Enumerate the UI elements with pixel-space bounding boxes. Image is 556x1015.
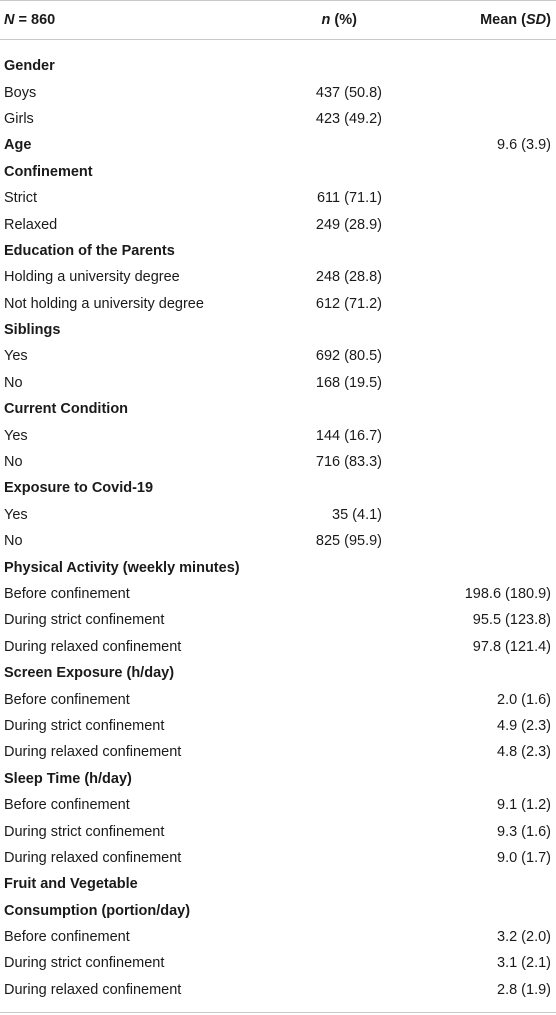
table-row [0,818,556,844]
header-sample-size [0,12,280,28]
table-section-row [0,238,556,264]
row-label: Girls [4,110,34,127]
table-row [0,185,556,211]
row-label: Before confinement [4,691,130,708]
n-percent-cell: 144 (16.7) [315,427,382,444]
table-section-row [0,554,556,580]
header-n-percent [280,12,357,28]
mean-sd-cell: 9.3 (1.6) [497,823,551,840]
table-row [0,528,556,554]
table-row [0,607,556,633]
mean-sd-cell: 9.1 (1.2) [497,797,551,814]
table-row [0,581,556,607]
table-section-row [0,660,556,686]
table-section-row [0,898,556,924]
table-row [0,449,556,475]
table-row [0,977,556,1003]
row-label: During relaxed confinement [4,981,182,998]
row-label: During strict confinement [4,717,165,734]
n-percent-cell: 612 (71.2) [315,295,382,312]
section-heading: Exposure to Covid-19 [4,480,154,497]
n-percent-cell: 249 (28.9) [315,216,382,233]
table-section-row [0,132,556,158]
table-row [0,634,556,660]
table-row [0,686,556,712]
table-section-row [0,766,556,792]
section-heading: Fruit and Vegetable [4,876,138,893]
table-row [0,502,556,528]
row-label: Strict [4,190,38,207]
row-label: Before confinement [4,929,130,946]
header-n-symbol: n [321,12,331,28]
row-label: During relaxed confinement [4,744,182,761]
section-heading: Current Condition [4,401,129,418]
table-row [0,343,556,369]
header-mean-label: Mean ( [480,12,526,28]
section-heading: Screen Exposure (h/day) [4,665,175,682]
n-percent-cell: 423 (49.2) [315,110,382,127]
row-label: Holding a university degree [4,269,180,286]
n-percent-cell: 692 (80.5) [315,348,382,365]
table-section-row [0,871,556,897]
table-section-row [0,475,556,501]
table-section-row [0,396,556,422]
mean-sd-cell: 3.2 (2.0) [497,929,551,946]
n-percent-cell: 437 (50.8) [315,84,382,101]
mean-sd-cell: 4.8 (2.3) [497,744,551,761]
section-heading: Physical Activity (weekly minutes) [4,559,240,576]
row-label: During relaxed confinement [4,849,182,866]
row-label: Before confinement [4,586,130,602]
table-section-row [0,159,556,185]
table-row [0,79,556,105]
row-label: During relaxed confinement [4,638,182,655]
row-label: During strict confinement [4,823,165,840]
mean-sd-cell: 2.0 (1.6) [497,691,551,708]
row-label: Yes [4,506,28,523]
mean-sd-cell: 2.8 (1.9) [497,981,551,998]
table-section-row [0,53,556,79]
table-row [0,950,556,976]
table-row [0,792,556,818]
table-row [0,106,556,132]
section-heading: Sleep Time (h/day) [4,770,132,787]
n-percent-cell: 35 (4.1) [332,506,382,523]
table-row [0,845,556,871]
table-row [0,713,556,739]
n-percent-cell: 716 (83.3) [315,454,382,471]
row-label: No [4,533,23,550]
n-percent-cell: 248 (28.8) [315,269,382,286]
row-label: No [4,374,23,391]
header-sample-size-symbol: N [4,12,15,28]
section-heading: Age [4,137,32,154]
mean-sd-cell: 4.9 (2.3) [497,717,551,734]
table-row [0,422,556,448]
mean-sd-cell: 3.1 (2.1) [497,955,551,972]
section-heading: Consumption (portion/day) [4,902,191,919]
table-body [0,40,556,1003]
section-heading: Confinement [4,163,93,180]
mean-sd-cell: 95.5 (123.8) [472,612,551,629]
section-heading: Siblings [4,322,61,339]
header-mean-close: ) [546,12,551,28]
table-bottom-rule [0,1012,556,1013]
mean-sd-cell: 198.6 (180.9) [464,586,551,602]
section-heading: Education of the Parents [4,242,175,259]
table-row [0,739,556,765]
table-row [0,370,556,396]
mean-sd-cell: 9.6 (3.9) [497,137,551,154]
n-percent-cell: 168 (19.5) [315,374,382,391]
row-label: Before confinement [4,797,130,814]
n-percent-cell: 825 (95.9) [315,533,382,550]
section-heading: Gender [4,58,55,75]
table-row [0,924,556,950]
row-label: During strict confinement [4,612,165,629]
row-label: Yes [4,427,28,444]
table-section-row [0,317,556,343]
table-row [0,264,556,290]
n-percent-cell: 611 (71.1) [316,190,382,207]
table-row [0,211,556,237]
table-header [0,0,556,40]
row-label: Relaxed [4,216,58,233]
row-label: Boys [4,84,37,101]
header-percent-label: (%) [330,12,357,28]
row-label: Yes [4,348,28,365]
row-label: Not holding a university degree [4,295,204,312]
table-row [0,291,556,317]
header-sd-symbol: SD [526,12,547,28]
mean-sd-cell: 9.0 (1.7) [497,849,551,866]
mean-sd-cell: 97.8 (121.4) [472,638,551,655]
row-label: During strict confinement [4,955,165,972]
row-label: No [4,454,23,471]
header-sample-size-value: = 860 [14,12,56,28]
header-mean-sd [357,12,556,28]
